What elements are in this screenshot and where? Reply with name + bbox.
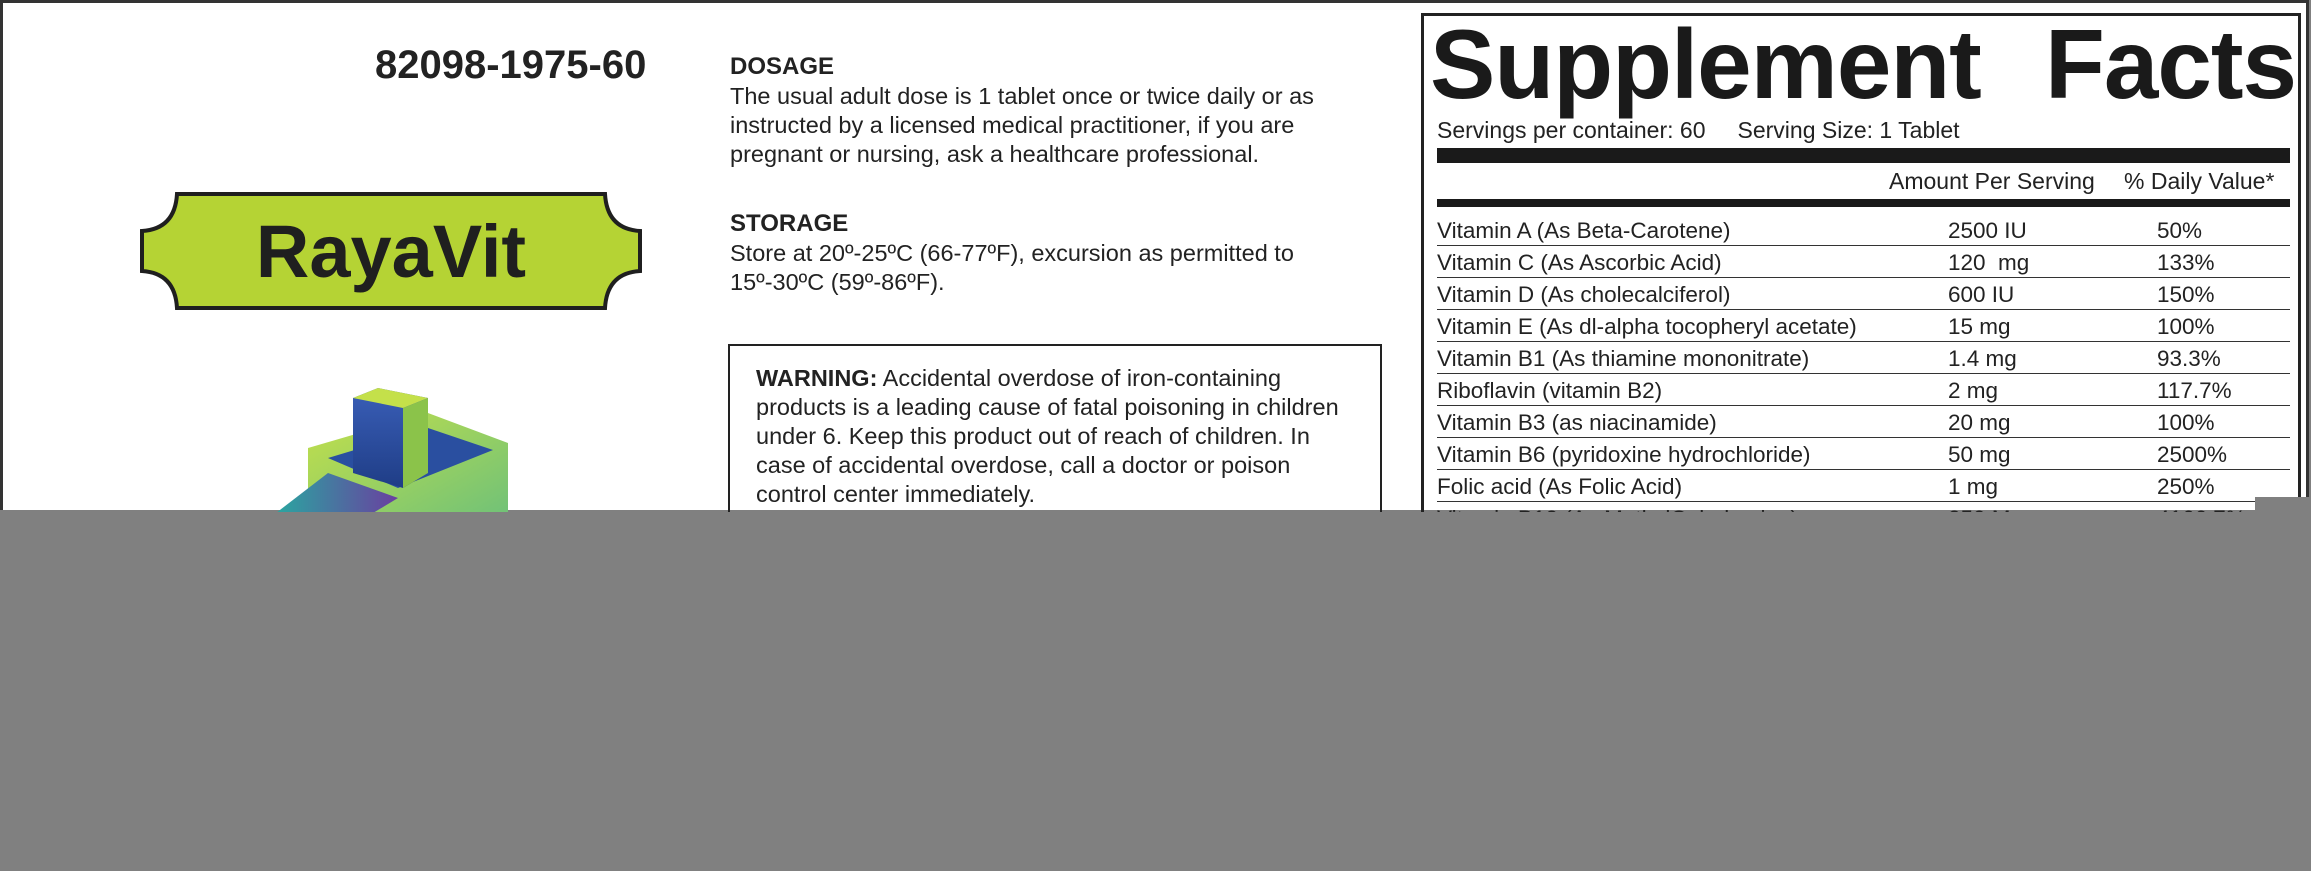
nutrient-daily-value: 50%	[2157, 218, 2203, 243]
table-row	[1437, 406, 2290, 438]
brand-name: RayaVit	[255, 209, 527, 293]
brand-plaque	[139, 191, 643, 311]
dosage-line: The usual adult dose is 1 tablet once or twice daily or as	[730, 83, 1314, 109]
warning-line: control center immediately.	[756, 481, 1036, 507]
nutrient-amount: 2500 IU	[1948, 218, 2027, 243]
storage-line: 15º-30ºC (59º-86ºF).	[730, 269, 945, 295]
nutrient-daily-value: 250%	[2157, 474, 2215, 499]
nutrient-amount: 2 mg	[1948, 378, 1999, 403]
dosage-line: instructed by a licensed medical practitioner, if you are	[730, 112, 1295, 138]
nutrient-daily-value: 150%	[2157, 282, 2215, 307]
column-header-amount: Amount Per Serving	[1889, 168, 2095, 194]
storage-line: Store at 20º-25ºC (66-77ºF), excursion as permitted to	[730, 240, 1294, 266]
warning-line: products is a leading cause of fatal poisoning in children	[756, 394, 1339, 420]
dosage-line: pregnant or nursing, ask a healthcare professional.	[730, 141, 1260, 167]
nutrient-name: Vitamin D (As cholecalciferol)	[1437, 282, 1731, 307]
gray-occluding-overlay-step	[2255, 497, 2311, 517]
warning-line: case of accidental overdose, call a doctor or poison	[756, 452, 1291, 478]
nutrient-amount: 1.4 mg	[1948, 346, 2017, 371]
supplement-facts-panel	[1421, 9, 2301, 573]
divider-bar	[1437, 199, 2290, 207]
column-header-daily-value: % Daily Value*	[2124, 168, 2275, 194]
nutrient-name: Vitamin B6 (pyridoxine hydrochloride)	[1437, 442, 1811, 467]
storage-text	[730, 239, 1370, 297]
nutrient-amount: 1 mg	[1948, 474, 1999, 499]
servings-info	[1437, 117, 1960, 144]
nutrient-name: Riboflavin (vitamin B2)	[1437, 378, 1663, 403]
table-row	[1437, 310, 2290, 342]
nutrient-amount: 120 mg	[1948, 250, 2030, 275]
nutrient-name: Vitamin B1 (As thiamine mononitrate)	[1437, 346, 1810, 371]
warning-line: under 6. Keep this product out of reach of children. In	[756, 423, 1310, 449]
warning-first-line: Accidental overdose of iron-containing	[877, 365, 1282, 391]
nutrient-table	[1437, 214, 2290, 534]
nutrient-daily-value: 100%	[2157, 410, 2215, 435]
table-row	[1437, 470, 2290, 502]
table-row	[1437, 438, 2290, 470]
nutrient-daily-value: 2500%	[2157, 442, 2228, 467]
nutrient-name: Vitamin E (As dl-alpha tocopheryl acetate)	[1437, 314, 1857, 339]
table-row	[1437, 214, 2290, 246]
title-word: Supplement	[1430, 9, 1981, 119]
nutrient-amount: 15 mg	[1948, 314, 2011, 339]
nutrient-name: Vitamin C (As Ascorbic Acid)	[1437, 250, 1722, 275]
nutrient-amount: 50 mg	[1948, 442, 2011, 467]
serving-size: Serving Size: 1 Tablet	[1737, 117, 1960, 143]
dosage-text	[730, 82, 1370, 169]
nutrient-name: Vitamin B3 (as niacinamide)	[1437, 410, 1717, 435]
title-word: Facts	[2044, 9, 2296, 119]
table-row	[1437, 278, 2290, 310]
table-row	[1437, 374, 2290, 406]
nutrient-amount: 20 mg	[1948, 410, 2011, 435]
divider-bar	[1437, 148, 2290, 163]
dosage-heading: DOSAGE	[730, 53, 835, 80]
servings-per-container: Servings per container: 60	[1437, 117, 1706, 143]
nutrient-daily-value: 117.7%	[2157, 378, 2232, 403]
gray-occluding-overlay	[0, 512, 2311, 871]
nutrient-daily-value: 100%	[2157, 314, 2215, 339]
nutrient-amount: 600 IU	[1948, 282, 2015, 307]
table-row	[1437, 246, 2290, 278]
warning-label: WARNING:	[756, 365, 878, 391]
ndc-code: 82098-1975-60	[375, 43, 647, 87]
warning-line	[756, 364, 1354, 393]
nutrient-daily-value: 133%	[2157, 250, 2215, 275]
nutrient-name: Folic acid (As Folic Acid)	[1437, 474, 1683, 499]
table-row	[1437, 342, 2290, 374]
nutrient-name: Vitamin A (As Beta-Carotene)	[1437, 218, 1731, 243]
supplement-facts-title	[1430, 8, 2296, 121]
nutrient-daily-value: 93.3%	[2157, 346, 2221, 371]
storage-heading: STORAGE	[730, 210, 849, 237]
